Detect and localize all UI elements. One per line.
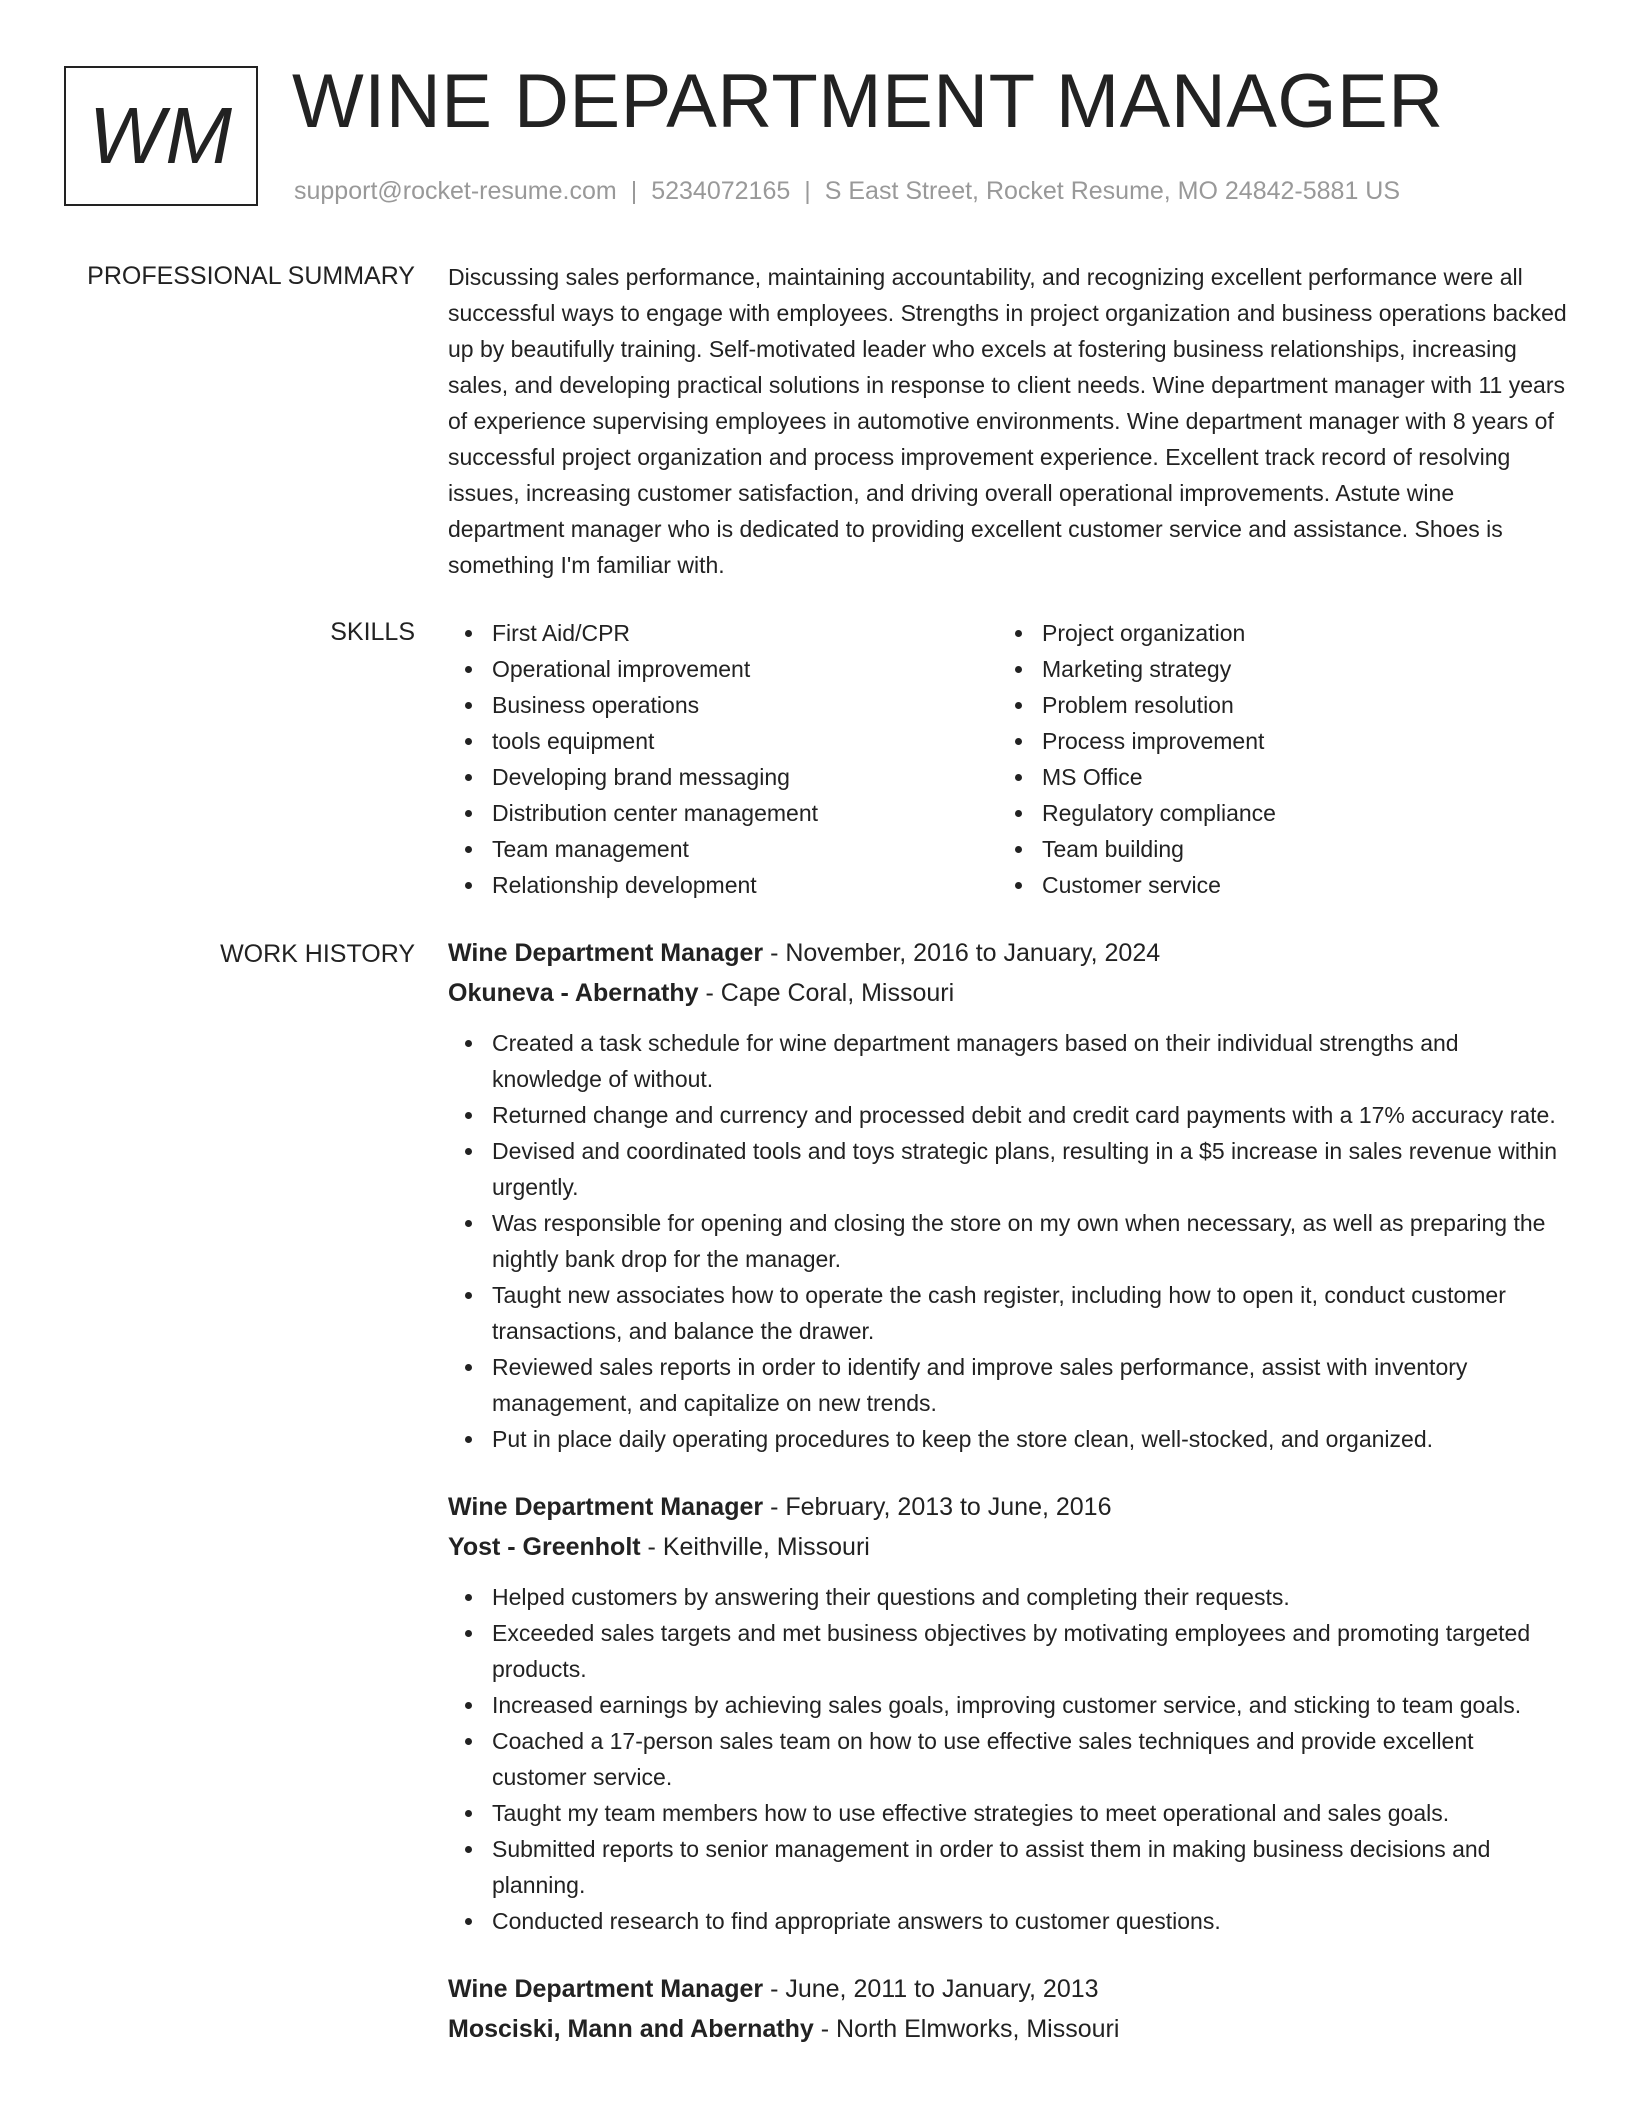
job-bullet: Coached a 17-person sales team on how to use effective sales techniques and provide excellent customer service. — [448, 1723, 1570, 1795]
job-location: - North Elmworks, Missouri — [813, 2015, 1120, 2043]
section-title: WORK HISTORY — [220, 940, 415, 968]
job-title-line — [448, 933, 1570, 973]
contact-line — [294, 174, 1400, 208]
skill-item: Marketing strategy — [998, 651, 1548, 687]
job-bullet: Devised and coordinated tools and toys strategic plans, resulting in a $5 increase in sales revenue within urgently. — [448, 1133, 1570, 1205]
skills-grid — [448, 615, 1570, 903]
job-bullet: Put in place daily operating procedures to keep the store clean, well-stocked, and organized. — [448, 1421, 1570, 1457]
job-role: Wine Department Manager — [448, 939, 764, 967]
job-bullet: Exceeded sales targets and met business objectives by motivating employees and promoting targeted products. — [448, 1615, 1570, 1687]
job-entry — [448, 1487, 1570, 1939]
job-company: Yost - Greenholt — [448, 1533, 641, 1561]
separator: | — [630, 177, 638, 205]
job-bullet: Reviewed sales reports in order to identify and improve sales performance, assist with inventory management, and capitalize on new trends. — [448, 1349, 1570, 1421]
job-bullet: Created a task schedule for wine department managers based on their individual strengths and knowledge of without. — [448, 1025, 1570, 1097]
skill-item: Project organization — [998, 615, 1548, 651]
separator: | — [804, 177, 811, 205]
job-bullet: Helped customers by answering their questions and completing their requests. — [448, 1579, 1570, 1615]
job-dates: - February, 2013 to June, 2016 — [763, 1493, 1112, 1521]
job-entry — [448, 1969, 1570, 2049]
skill-item: Operational improvement — [448, 651, 998, 687]
job-company-line — [448, 2009, 1570, 2049]
skill-item: Distribution center management — [448, 795, 998, 831]
job-entry — [448, 933, 1570, 1457]
job-title-line — [448, 1969, 1570, 2009]
skill-item: Team management — [448, 831, 998, 867]
skill-item: MS Office — [998, 759, 1548, 795]
skill-item: Regulatory compliance — [998, 795, 1548, 831]
job-location: - Keithville, Missouri — [640, 1533, 870, 1561]
job-bullets — [448, 1579, 1570, 1939]
address-text: S East Street, Rocket Resume, MO 24842-5881 US — [824, 177, 1401, 205]
skills-list-left — [448, 615, 998, 903]
job-bullets — [448, 1025, 1570, 1457]
skill-item: Relationship development — [448, 867, 998, 903]
email-text: support@rocket-resume.com — [294, 177, 617, 205]
skill-item: Team building — [998, 831, 1548, 867]
page-title: WINE DEPARTMENT MANAGER — [292, 59, 1444, 144]
skill-item: Business operations — [448, 687, 998, 723]
job-bullet: Conducted research to find appropriate answers to customer questions. — [448, 1903, 1570, 1939]
skill-item: Process improvement — [998, 723, 1548, 759]
skills-list-right — [998, 615, 1548, 903]
job-dates: - November, 2016 to January, 2024 — [763, 939, 1161, 967]
job-bullet: Returned change and currency and processed debit and credit card payments with a 17% accuracy rate. — [448, 1097, 1570, 1133]
job-role: Wine Department Manager — [448, 1975, 764, 2003]
job-dates: - June, 2011 to January, 2013 — [763, 1975, 1099, 2003]
job-bullet: Submitted reports to senior management in order to assist them in making business decisions and planning. — [448, 1831, 1570, 1903]
skill-item: Problem resolution — [998, 687, 1548, 723]
job-title-line — [448, 1487, 1570, 1527]
job-bullet: Was responsible for opening and closing the store on my own when necessary, as well as preparing the nightly bank drop for the manager. — [448, 1205, 1570, 1277]
job-company: Okuneva - Abernathy — [448, 979, 699, 1007]
job-bullet: Increased earnings by achieving sales goals, improving customer service, and sticking to team goals. — [448, 1687, 1570, 1723]
skill-item: Developing brand messaging — [448, 759, 998, 795]
job-location: - Cape Coral, Missouri — [698, 979, 955, 1007]
job-bullet: Taught my team members how to use effective strategies to meet operational and sales goals. — [448, 1795, 1570, 1831]
job-bullet: Taught new associates how to operate the cash register, including how to open it, conduct customer transactions, and balance the drawer. — [448, 1277, 1570, 1349]
job-company: Mosciski, Mann and Abernathy — [448, 2015, 814, 2043]
work-history-body — [448, 933, 1570, 2079]
section-title: PROFESSIONAL SUMMARY — [87, 262, 415, 290]
job-role: Wine Department Manager — [448, 1493, 764, 1521]
skills-body — [448, 615, 1570, 903]
section-title: SKILLS — [330, 618, 415, 646]
job-company-line — [448, 1527, 1570, 1567]
monogram-logo: WM — [64, 66, 258, 206]
skill-item: Customer service — [998, 867, 1548, 903]
summary-text: Discussing sales performance, maintaining accountability, and recognizing excellent performance were all successful ways to engage with employees. Strengths in project organization and business operations backed up by beautifully training. Self-motivated leader who excels at fostering business relationships, increasing sales, and developing practical solutions in response to client needs. Wine department manager with 11 years of experience supervising employees in automotive environments. Wine department manager with 8 years of successful project organization and process improvement experience. Excellent track record of resolving issues, increasing customer satisfaction, and driving overall operational improvements. Astute wine department manager who is dedicated to providing excellent customer service and assistance. Shoes is something I'm familiar with. — [448, 264, 1567, 578]
job-company-line — [448, 973, 1570, 1013]
skill-item: First Aid/CPR — [448, 615, 998, 651]
phone-text: 5234072165 — [651, 177, 791, 205]
skill-item: tools equipment — [448, 723, 998, 759]
